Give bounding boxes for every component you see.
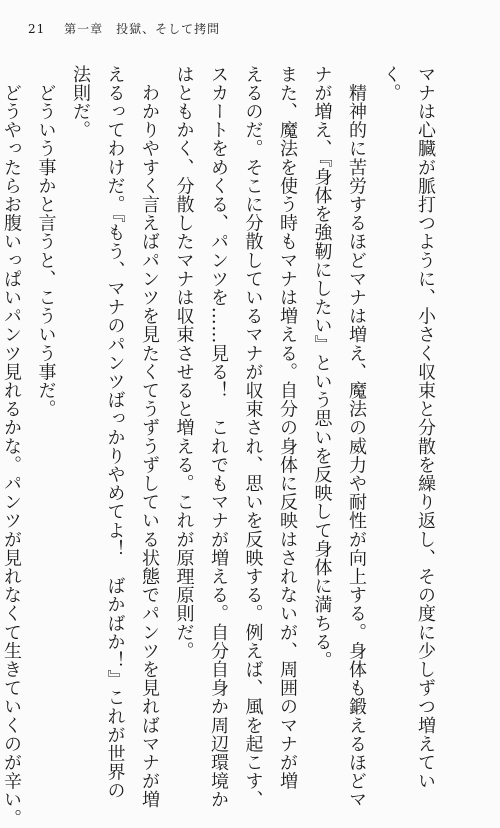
running-header (28, 20, 220, 37)
text-line: 精神的に苦労するほどマナは増え、魔法の威力や耐性が向上する。身体も鍛えるほどマ (346, 65, 367, 809)
text-line: えるのだ。そこに分散しているマナが収束され、思いを反映する。例えば、風を起こす、 (242, 65, 264, 809)
text-line: どういう事かと言うと、こういう事だ。 (35, 65, 57, 419)
text-line: マナは心臓が脈打つように、小さく収束と分散を繰り返し、その度に少しずつ増えてい (415, 65, 436, 791)
text-line: 法則だ。 (70, 65, 91, 140)
vertical-body-text (1, 65, 442, 828)
chapter-title: 第一章 投獄、そして拷問 (64, 22, 221, 36)
text-line: ナが増え、『身体を強靭にしたい』という思いを反映して身体に満ちる。 (311, 65, 333, 670)
text-line: わかりやすく言えばパンツを見たくてうずうずしている状態でパンツを見ればマナが増 (139, 65, 160, 809)
page-number: 21 (28, 22, 46, 36)
text-line: く。 (380, 65, 402, 103)
text-line: はともかく、分散したマナは収束させると増える。これが原理原則だ。 (173, 65, 195, 661)
text-line: スカートをめくる、パンツを……見る！ これでもマナが増える。自分自身か周辺環境か (208, 65, 229, 809)
text-line: また、魔法を使う時もマナは増える。自分の身体に反映はされないが、周囲のマナが増 (277, 65, 298, 791)
text-line: えるってわけだ。『もう、マナのパンツばっかりやめてよ！ ばかばか！』これが世界の (104, 65, 126, 800)
text-line: どうやったらお腹いっぱいパンツ見れるかな。パンツが見れなくて生きていくのが辛い。 (1, 65, 22, 828)
